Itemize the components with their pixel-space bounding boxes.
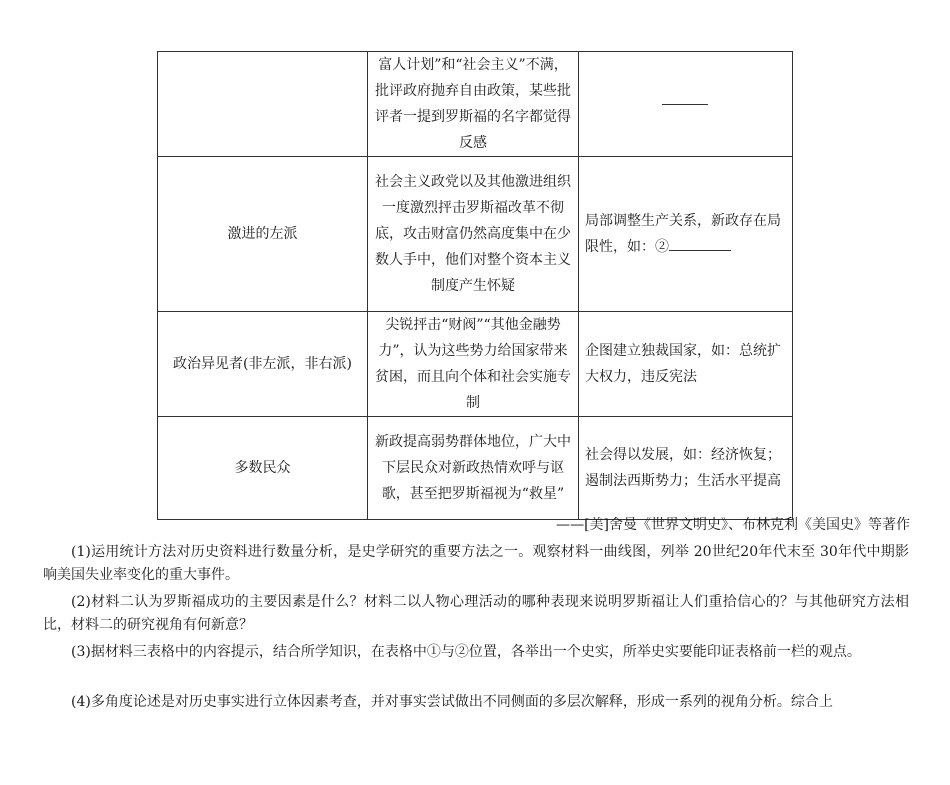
- row2-group-cell: 激进的左派: [158, 157, 368, 312]
- row2-reaction-cell: 社会主义政党以及其他激进组织一度激烈抨击罗斯福改革不彻底，攻击财富仍然高度集中在少数人手中，他们对整个资本主义制度产生怀疑: [367, 157, 578, 312]
- row4-analysis-cell: 社会得以发展，如：经济恢复；遏制法西斯势力；生活水平提高: [578, 417, 792, 520]
- row1-reaction-cell: 富人计划”和“社会主义”不满，批评政府抛弃自由政策，某些批评者一提到罗斯福的名字都觉得反感: [367, 52, 578, 157]
- row4-group-cell: 多数民众: [158, 417, 368, 520]
- row1-analysis-cell: [578, 52, 792, 157]
- row3-reaction-cell: 尖锐抨击“财阀”“其他金融势力”，认为这些势力给国家带来贫困，而且向个体和社会实施专制: [367, 312, 578, 417]
- table-row: [158, 417, 793, 520]
- question-3: (3)据材料三表格中的内容提示，结合所学知识，在表格中①与②位置，各举出一个史实，所举史实要能印证表格前一栏的观点。: [71, 644, 861, 660]
- row3-group-cell: 政治异见者(非左派，非右派): [158, 312, 368, 417]
- source-citation: ——[美]舍曼《世界文明史》、布林克利《美国史》等著作: [556, 517, 910, 533]
- material-three-table: [157, 51, 793, 520]
- question-2: (2)材料二认为罗斯福成功的主要因素是什么？材料二以人物心理活动的哪种表现来说明罗斯福让人们重拾信心的？与其他研究方法相比，材料二的研究视角有何新意？: [43, 594, 909, 633]
- row3-analysis-cell: 企图建立独裁国家，如：总统扩大权力，违反宪法: [578, 312, 792, 417]
- row1-group-cell: [158, 52, 368, 157]
- answer-blank-2[interactable]: [669, 236, 731, 251]
- question-1: (1)运用统计方法对历史资料进行数量分析，是史学研究的重要方法之一。观察材料一曲线图，列举 20世纪20年代末至 30年代中期影响美国失业率变化的重大事件。: [43, 544, 909, 583]
- table-row: [158, 312, 793, 417]
- row2-analysis-text: 局部调整生产关系，新政存在局限性，如：②: [584, 213, 781, 255]
- table-row: [158, 52, 793, 157]
- answer-blank-line: [662, 104, 708, 105]
- table-row: [158, 157, 793, 312]
- row4-reaction-cell: 新政提高弱势群体地位，广大中下层民众对新政热情欢呼与讴歌，甚至把罗斯福视为“救星”: [367, 417, 578, 520]
- question-4: (4)多角度论述是对历史事实进行立体因素考查，并对事实尝试做出不同侧面的多层次解释，形成一系列的视角分析。综合上: [71, 694, 833, 710]
- row2-analysis-cell: [578, 157, 792, 312]
